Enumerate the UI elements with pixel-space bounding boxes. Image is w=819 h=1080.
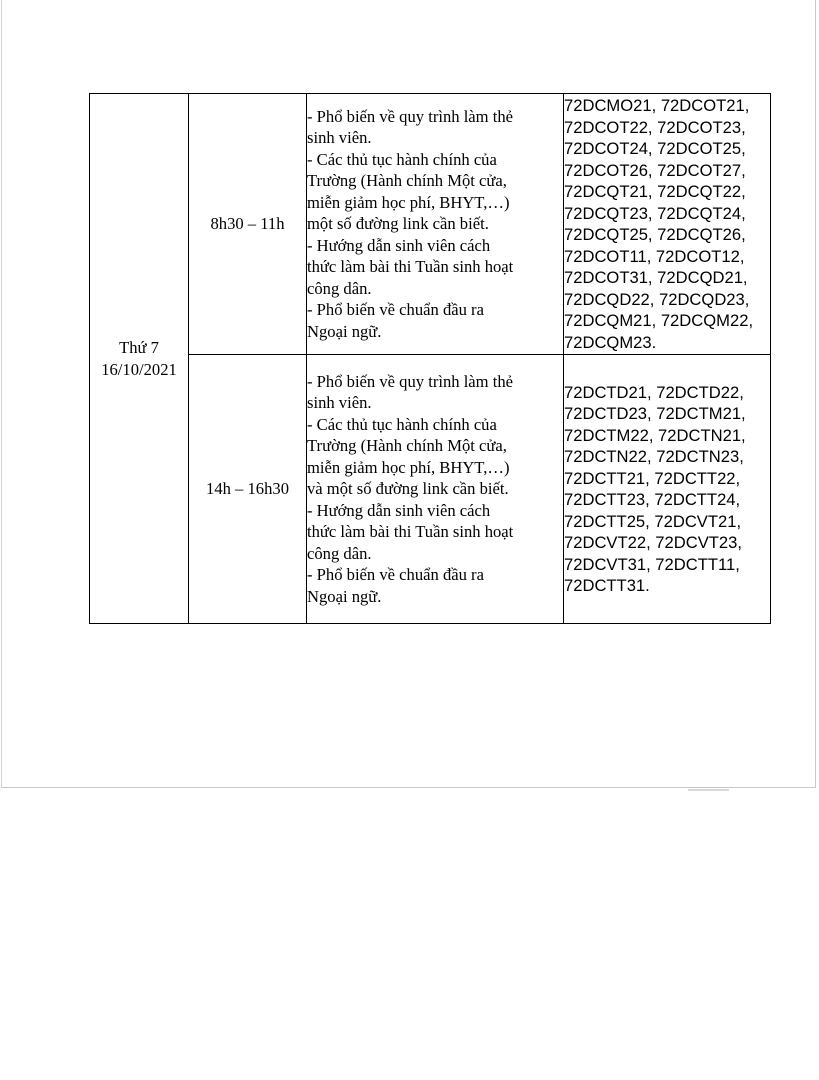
- class-line: 72DCQT23, 72DCQT24,: [564, 203, 746, 223]
- content-line: Trường (Hành chính Một cửa,: [307, 436, 507, 456]
- table-row: [90, 355, 771, 624]
- class-line: 72DCQT25, 72DCQT26,: [564, 225, 746, 244]
- content-cell: [307, 94, 564, 355]
- content-line: miễn giảm học phí, BHYT,…): [307, 457, 510, 477]
- class-line: 72DCTT25, 72DCVT21,: [564, 511, 742, 531]
- class-line: 72DCVT31, 72DCTT11,: [564, 554, 740, 574]
- content-line: Trường (Hành chính Một cửa,: [307, 171, 507, 191]
- content-line: - Các thủ tục hành chính của: [307, 414, 497, 434]
- class-line: 72DCQT21, 72DCQT22,: [564, 182, 746, 201]
- class-line: 72DCTD23, 72DCTM21,: [564, 404, 746, 423]
- day-label: Thứ 7: [119, 338, 159, 357]
- class-line: 72DCOT31, 72DCQD21,: [564, 268, 748, 287]
- class-line: 72DCTT23, 72DCTT24,: [564, 490, 741, 509]
- content-line: - Phổ biến về chuẩn đầu ra: [307, 565, 484, 585]
- class-line: 72DCTN22, 72DCTN23,: [564, 447, 744, 466]
- classes-cell: [564, 94, 771, 355]
- content-line: Ngoại ngữ.: [307, 586, 382, 606]
- schedule-table: [89, 93, 771, 624]
- class-line: 72DCQM21, 72DCQM22,: [564, 311, 754, 330]
- class-line: 72DCOT11, 72DCOT12,: [564, 246, 745, 266]
- time-cell: [189, 355, 307, 624]
- content-line: công dân.: [307, 543, 372, 563]
- time-cell: [189, 94, 307, 355]
- class-line: 72DCTM22, 72DCTN21,: [564, 425, 746, 445]
- content-line: và một số đường link cần biết.: [307, 479, 509, 499]
- time-label: 14h – 16h30: [206, 479, 289, 499]
- page-scroll-indicator: [688, 789, 729, 791]
- class-line: 72DCOT26, 72DCOT27,: [564, 160, 746, 180]
- content-line: một số đường link cần biết.: [307, 214, 489, 234]
- content-line: công dân.: [307, 278, 372, 298]
- content-line: thức làm bài thi Tuần sinh hoạt: [307, 257, 514, 277]
- content-line: Ngoại ngữ.: [307, 321, 382, 341]
- time-label: 8h30 – 11h: [210, 214, 285, 234]
- class-line: 72DCOT24, 72DCOT25,: [564, 139, 746, 158]
- content-line: - Phổ biến về quy trình làm thẻ: [307, 371, 514, 391]
- content-line: sinh viên.: [307, 393, 372, 413]
- content-line: - Phổ biến về chuẩn đầu ra: [307, 300, 484, 320]
- content-line: - Phổ biến về quy trình làm thẻ: [307, 106, 514, 126]
- class-line: 72DCTT31.: [564, 576, 650, 595]
- class-line: 72DCTD21, 72DCTD22,: [564, 382, 744, 402]
- class-line: 72DCQM23.: [564, 332, 657, 352]
- day-cell: [90, 94, 189, 624]
- content-line: sinh viên.: [307, 128, 372, 148]
- content-line: miễn giảm học phí, BHYT,…): [307, 192, 510, 212]
- class-line: 72DCVT22, 72DCVT23,: [564, 533, 743, 552]
- class-line: 72DCTT21, 72DCTT22,: [564, 468, 741, 488]
- content-line: - Hướng dẫn sinh viên cách: [307, 500, 491, 520]
- content-cell: [307, 355, 564, 624]
- class-line: 72DCOT22, 72DCOT23,: [564, 117, 746, 137]
- date-label: 16/10/2021: [101, 359, 177, 379]
- table-row: [90, 94, 771, 355]
- content-line: thức làm bài thi Tuần sinh hoạt: [307, 522, 514, 542]
- content-line: - Hướng dẫn sinh viên cách: [307, 235, 491, 255]
- class-line: 72DCMO21, 72DCOT21,: [564, 96, 750, 115]
- content-line: - Các thủ tục hành chính của: [307, 149, 497, 169]
- class-line: 72DCQD22, 72DCQD23,: [564, 289, 750, 309]
- classes-cell: [564, 355, 771, 624]
